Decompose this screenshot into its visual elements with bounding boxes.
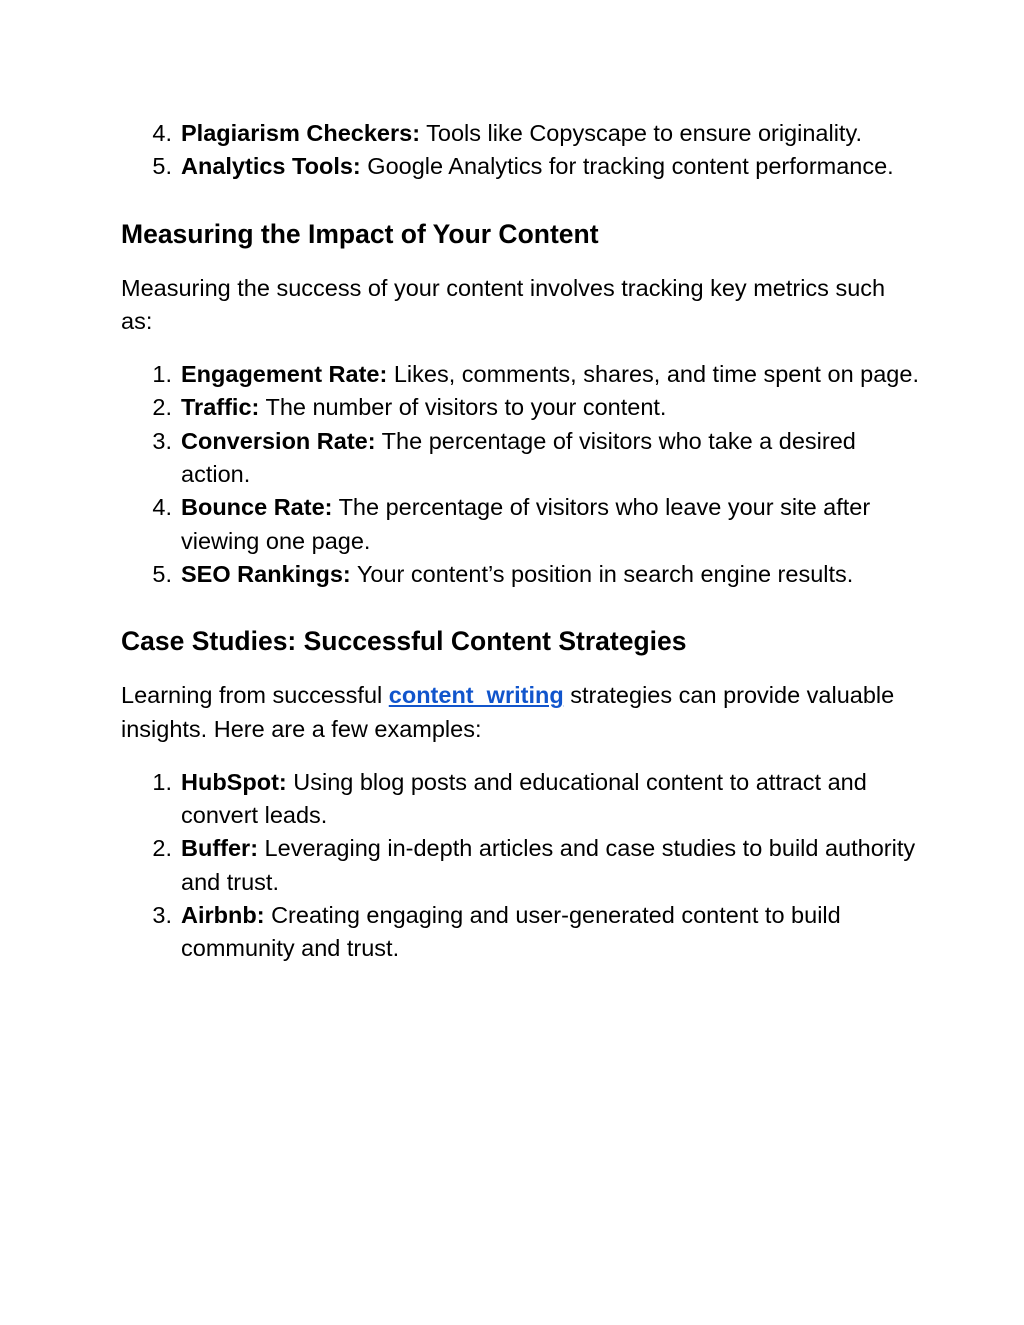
list-term: Bounce Rate: xyxy=(181,494,333,521)
list-number: 3. xyxy=(152,427,172,454)
list-item xyxy=(121,766,921,833)
list-item xyxy=(121,832,921,899)
list-item xyxy=(121,391,921,424)
list-term: HubSpot: xyxy=(181,768,287,795)
list-item xyxy=(121,425,921,492)
list-number: 5. xyxy=(152,560,172,587)
list-text: The number of visitors to your content. xyxy=(259,394,667,421)
list-number: 5. xyxy=(152,153,172,180)
list-item xyxy=(121,899,921,966)
list-number: 2. xyxy=(152,394,172,421)
list-item xyxy=(121,358,921,391)
list-text: Tools like Copyscape to ensure originality. xyxy=(420,120,862,146)
list-term: Airbnb: xyxy=(181,902,265,929)
section-heading-measuring: Measuring the Impact of Your Content xyxy=(121,218,599,249)
list-text: Using blog posts and educational content to attract and convert leads. xyxy=(181,768,867,829)
list-term: SEO Rankings: xyxy=(181,560,351,587)
paragraph-text: Learning from successful xyxy=(121,682,389,709)
list-number: 1. xyxy=(152,768,172,795)
list-term: Analytics Tools: xyxy=(181,153,361,180)
case-studies-paragraph xyxy=(121,679,921,746)
list-number: 1. xyxy=(152,361,172,388)
section-heading-case-studies: Case Studies: Successful Content Strategies xyxy=(121,626,687,657)
paragraph-text: strategies can provide valuable insights. Here are a few examples: xyxy=(121,682,895,742)
list-term: Traffic: xyxy=(181,394,260,421)
list-item xyxy=(121,558,921,591)
list-number: 4. xyxy=(152,120,172,146)
list-term: Conversion Rate: xyxy=(181,427,376,454)
list-number: 3. xyxy=(152,902,172,929)
list-item xyxy=(121,491,921,558)
list-term: Plagiarism Checkers: xyxy=(181,120,421,146)
list-text: The percentage of visitors who leave your site after viewing one page. xyxy=(181,494,871,554)
list-item xyxy=(121,117,921,150)
list-item xyxy=(121,150,921,183)
tools-list xyxy=(121,117,921,184)
list-number: 2. xyxy=(152,835,172,862)
measuring-paragraph: Measuring the success of your content involves tracking key metrics such as: xyxy=(121,274,886,334)
list-number: 4. xyxy=(152,494,172,521)
case-studies-list xyxy=(121,766,921,966)
list-text: Google Analytics for tracking content performance. xyxy=(360,153,894,180)
list-text: The percentage of visitors who take a desired action. xyxy=(181,427,856,488)
content-writing-link[interactable]: content writing xyxy=(388,682,564,709)
list-text: Your content’s position in search engine results. xyxy=(350,560,854,587)
list-term: Buffer: xyxy=(181,835,259,862)
list-term: Engagement Rate: xyxy=(181,361,388,388)
list-text: Likes, comments, shares, and time spent on page. xyxy=(387,361,919,388)
metrics-list xyxy=(121,358,921,591)
document-page xyxy=(121,117,921,966)
list-text: Leveraging in-depth articles and case studies to build authority and trust. xyxy=(181,835,916,895)
list-text: Creating engaging and user-generated content to build community and trust. xyxy=(181,902,841,962)
